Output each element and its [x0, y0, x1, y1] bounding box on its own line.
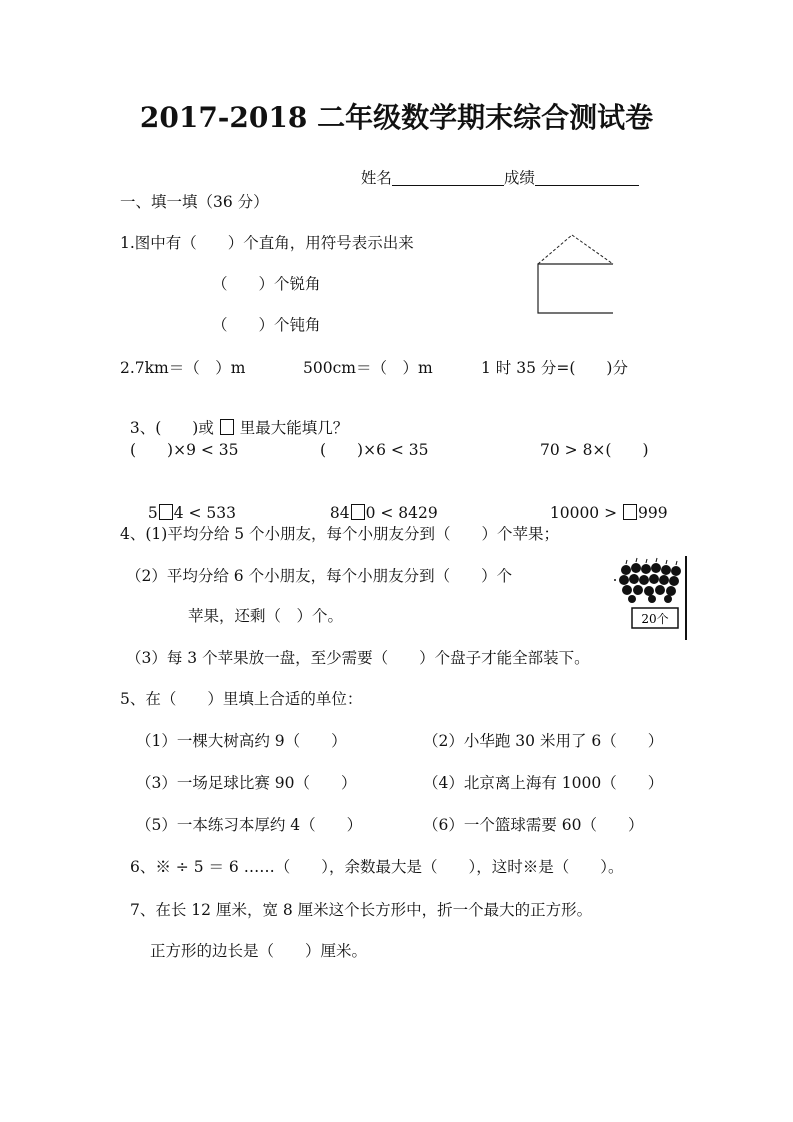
q5-heading: 5、在（ ）里填上合适的单位：: [120, 690, 363, 708]
q4-line3: 苹果，还剩（ ）个。: [188, 607, 344, 625]
square-box-icon: [220, 419, 234, 435]
q5-item-6: （6）一个篮球需要 60（ ）: [423, 816, 644, 834]
q7-line1: 7、在长 12 厘米，宽 8 厘米这个长方形中，折一个最大的正方形。: [130, 901, 593, 919]
q3-r2a: [138, 483, 236, 523]
page-title: 2017-2018 二年级数学期末综合测试卷: [139, 101, 654, 134]
q3-r2b-post: 0 < 8429: [365, 504, 438, 522]
q1-line1: 1.图中有（ ）个直角，用符号表示出来: [120, 234, 414, 252]
name-blank[interactable]: [392, 169, 504, 186]
q2-hour-to-min: 1 时 35 分=( )分: [481, 359, 628, 377]
q3-r2b: [320, 483, 438, 523]
q3-r2b-pre: 84: [329, 504, 350, 522]
q1-line3: （ ）个钝角: [212, 316, 321, 334]
name-score-line: [351, 148, 639, 188]
q1-line2: （ ）个锐角: [212, 275, 321, 293]
q2-km-to-m: 2.7km＝（ ）m: [120, 359, 246, 377]
q3-r1a: ( )×9 < 35: [130, 441, 239, 459]
q3-heading-pre: 3、( )或: [129, 419, 214, 437]
q3-r2c: [540, 483, 668, 523]
q3-heading-post: 里最大能填几？: [239, 419, 349, 437]
q5-item-2: （2）小华跑 30 米用了 6（ ）: [423, 732, 664, 750]
q4-line1: 4、(1)平均分给 5 个小朋友，每个小朋友分到（ ）个苹果；: [120, 525, 560, 543]
q3-r2a-pre: 5: [147, 504, 158, 522]
q3-r2a-post: 4 < 533: [173, 504, 237, 522]
section1-heading: 一、填一填（36 分）: [120, 193, 269, 211]
q7-line2: 正方形的边长是（ ）厘米。: [150, 942, 368, 960]
blank-box[interactable]: [159, 504, 173, 520]
q3-heading: [120, 398, 348, 438]
score-blank[interactable]: [535, 169, 639, 186]
q5-item-5: （5）一本练习本厚约 4（ ）: [136, 816, 363, 834]
blank-box[interactable]: [351, 504, 365, 520]
q6-text: 6、※ ÷ 5 ＝ 6 ……（ ），余数最大是（ ），这时※是（ ）。: [130, 858, 624, 876]
score-label: 成绩: [503, 169, 535, 187]
q5-item-4: （4）北京离上海有 1000（ ）: [423, 774, 664, 792]
q3-r2c-post: 999: [638, 504, 668, 522]
q4-line2: （2）平均分给 6 个小朋友，每个小朋友分到（ ）个: [126, 567, 513, 585]
q2-cm-to-m: 500cm＝（ ）m: [303, 359, 433, 377]
house-shape-figure: [532, 230, 616, 318]
q3-r2c-pre: 10000 >: [549, 504, 618, 522]
q5-item-1: （1）一棵大树高约 9（ ）: [136, 732, 347, 750]
q4-line4: （3）每 3 个苹果放一盘，至少需要（ ）个盘子才能全部装下。: [126, 649, 590, 667]
q3-r1c: 70 > 8×( ): [540, 441, 649, 459]
q5-item-3: （3）一场足球比赛 90（ ）: [136, 774, 357, 792]
name-label: 姓名: [360, 169, 392, 187]
apples-count-label: 20个: [641, 612, 669, 626]
blank-box[interactable]: [623, 504, 637, 520]
apples-picture: [610, 550, 692, 642]
q3-r1b: ( )×6 < 35: [320, 441, 429, 459]
